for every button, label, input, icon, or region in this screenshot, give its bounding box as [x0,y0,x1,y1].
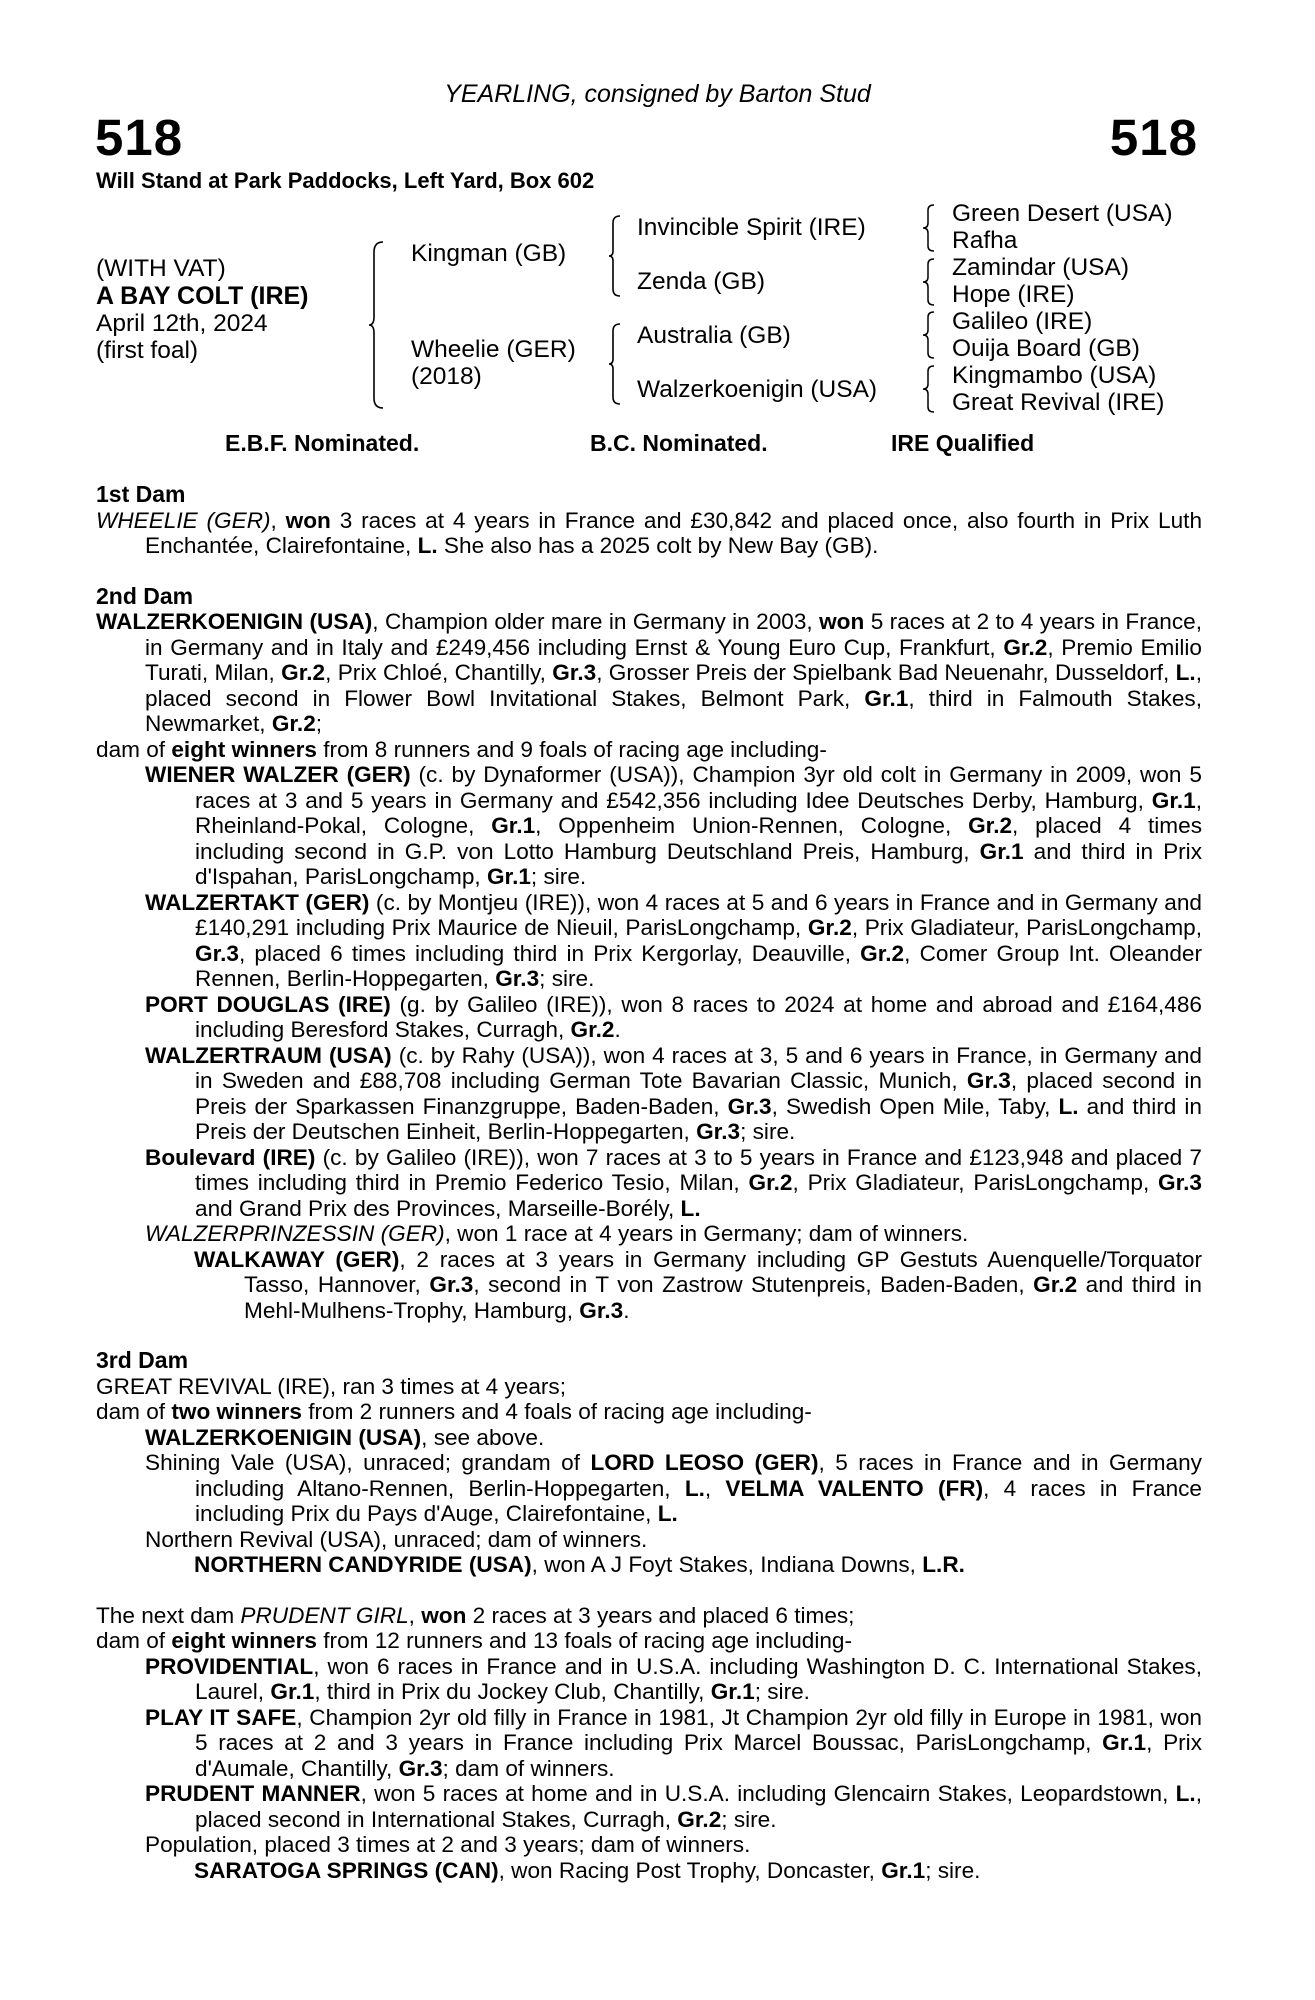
produce-wiener-walzer: WIENER WALZER (GER) (c. by Dynaformer (USA)), Champion 3yr old colt in Germany in 2009, won 5 races at 3 and 5 years in Germany and £542,356 including Idee Deutsches Derby, Hamburg, Gr.1, Rheinland-Pokal, Cologne, Gr.1, Oppenheim Union-Rennen, Cologne, Gr.2, placed 4 times including second in G.P. von Lotto Hamburg Deutschland Preis, Hamburg, Gr.1 and third in Prix d'Ispahan, ParisLongchamp, Gr.1; sire. [145,762,1202,889]
pedigree-brace-main [368,240,388,410]
produce-walkaway: WALKAWAY (GER), 2 races at 3 years in Germany including GP Gestuts Auenquelle/Torquator Tasso, Hannover, Gr.3, second in T von Zastrow Stutenpreis, Baden-Baden, Gr.2 and third in Mehl-Mulhens-Trophy, Hamburg, Gr.3. [194,1246,1202,1323]
produce-walzerprinzessin: WALZERPRINZESSIN (GER), won 1 race at 4 years in Germany; dam of winners. [145,1221,969,1246]
produce-boulevard: Boulevard (IRE) (c. by Galileo (IRE)), won 7 races at 3 to 5 years in France and £123,948 and placed 7 times including third in Premio Federico Tesio, Milan, Gr.2, Prix Gladiateur, ParisLongchamp, Gr.3 and Grand Prix des Provinces, Marseille-Borély, L. [145,1144,1202,1221]
pedigree-g3-6: Ouija Board (GB) [952,335,1140,362]
pedigree-brace-sire [608,214,624,298]
pedigree-brace-g2 [922,257,938,307]
pedigree-dam-dam: Walzerkoenigin (USA) [637,376,878,403]
produce-saratoga-springs: SARATOGA SPRINGS (CAN), won Racing Post Trophy, Doncaster, Gr.1; sire. [194,1857,981,1883]
pedigree-brace-g4 [922,364,938,414]
vat-note: (WITH VAT) [96,255,226,282]
pedigree-brace-g1 [922,203,938,253]
produce-shining-vale: Shining Vale (USA), unraced; grandam of LORD LEOSO (GER), 5 races in France and in Germany including Altano-Rennen, Berlin-Hoppegarten, L., VELMA VALENTO (FR), 4 races in France including Prix du Pays d'Auge, Clairefontaine, L. [145,1450,1202,1526]
pedigree-brace-g3 [922,310,938,360]
produce-walzerkoenigin-ref: WALZERKOENIGIN (USA), see above. [145,1424,545,1450]
produce-walzertraum: WALZERTRAUM (USA) (c. by Rahy (USA)), won 4 races at 3, 5 and 6 years in France, in Germany and in Sweden and £88,708 including German Tote Bavarian Classic, Munich, Gr.3, placed second in Preis der Sparkassen Finanzgruppe, Baden-Baden, Gr.3, Swedish Open Mile, Taby, L. and third in Preis der Deutschen Einheit, Berlin-Hoppegarten, Gr.3; sire. [145,1042,1202,1144]
third-dam-heading: 3rd Dam [96,1347,189,1373]
pedigree-g3-1: Green Desert (USA) [952,200,1173,227]
foal-note: (first foal) [96,337,199,364]
pedigree-sire-dam: Zenda (GB) [637,268,765,295]
pedigree-dam-sire: Australia (GB) [637,322,791,349]
consignment-header: YEARLING, consigned by Barton Stud [444,80,871,108]
foaling-date: April 12th, 2024 [96,310,268,337]
pedigree-g3-3: Zamindar (USA) [952,254,1129,281]
lot-number-left: 518 [95,109,184,166]
third-dam-produce-summary: dam of two winners from 2 runners and 4 foals of racing age including- [96,1399,812,1424]
first-dam-entry: WHEELIE (GER), won 3 races at 4 years in France and £30,842 and placed once, also fourth in Prix Luth Enchantée, Clairefontaine, L. She also has a 2025 colt by New Bay (GB). [96,507,1203,558]
next-dam-produce-summary: dam of eight winners from 12 runners and 13 foals of racing age including- [96,1628,853,1653]
pedigree-g3-5: Galileo (IRE) [952,308,1093,335]
produce-northern-candyride: NORTHERN CANDYRIDE (USA), won A J Foyt Stakes, Indiana Downs, L.R. [194,1552,965,1577]
second-dam-entry: WALZERKOENIGIN (USA), Champion older mare in Germany in 2003, won 5 races at 2 to 4 years in France, in Germany and in Italy and £249,456 including Ernst & Young Euro Cup, Frankfurt, Gr.2, Premio Emilio Turati, Milan, Gr.2, Prix Chloé, Chantilly, Gr.3, Grosser Preis der Spielbank Bad Neuenahr, Dusseldorf, L., placed second in Flower Bowl Invitational Stakes, Belmont Park, Gr.1, third in Falmouth Stakes, Newmarket, Gr.2; [96,609,1202,736]
pedigree-sire-sire: Invincible Spirit (IRE) [637,214,866,241]
produce-prudent-manner: PRUDENT MANNER, won 5 races at home and in U.S.A. including Glencairn Stakes, Leopardstown, L., placed second in International Stakes, Curragh, Gr.2; sire. [145,1781,1202,1832]
produce-port-douglas: PORT DOUGLAS (IRE) (g. by Galileo (IRE)), won 8 races to 2024 at home and abroad and £164,486 including Beresford Stakes, Curragh, Gr.2. [145,991,1202,1042]
catalogue-body [96,482,1202,1883]
produce-walzertakt: WALZERTAKT (GER) (c. by Montjeu (IRE)), won 4 races at 5 and 6 years in France and in Germany and £140,291 including Prix Maurice de Nieuil, ParisLongchamp, Gr.2, Prix Gladiateur, ParisLongchamp, Gr.3, placed 6 times including third in Prix Kergorlay, Deauville, Gr.2, Comer Group Int. Oleander Rennen, Berlin-Hoppegarten, Gr.3; sire. [145,889,1203,991]
pedigree-dam-year: (2018) [411,363,482,390]
produce-northern-revival: Northern Revival (USA), unraced; dam of winners. [145,1526,648,1552]
horse-name: A BAY COLT (IRE) [96,282,309,310]
pedigree-sire: Kingman (GB) [411,240,567,267]
pedigree-g3-4: Hope (IRE) [952,281,1075,308]
pedigree-brace-dam [608,322,624,406]
pedigree-g3-2: Rafha [952,227,1018,254]
next-dam-entry: The next dam PRUDENT GIRL, won 2 races at 3 years and placed 6 times; [96,1602,855,1628]
second-dam-heading: 2nd Dam [96,582,194,609]
pedigree-dam: Wheelie (GER) [411,336,576,363]
ebf-nominated: E.B.F. Nominated. [225,430,420,456]
third-dam-entry: GREAT REVIVAL (IRE), ran 3 times at 4 years; [96,1373,567,1399]
produce-population: Population, placed 3 times at 2 and 3 years; dam of winners. [145,1832,751,1857]
lot-number-right: 518 [1109,109,1198,166]
pedigree-g3-7: Kingmambo (USA) [952,362,1157,389]
pedigree-g3-8: Great Revival (IRE) [952,389,1165,416]
produce-play-it-safe: PLAY IT SAFE, Champion 2yr old filly in France in 1981, Jt Champion 2yr old filly in Europe in 1981, won 5 races at 2 and 3 years in France including Prix Marcel Boussac, ParisLongchamp, Gr.1, Prix d'Aumale, Chantilly, Gr.3; dam of winners. [145,1704,1203,1781]
bc-nominated: B.C. Nominated. [590,430,768,456]
stand-location: Will Stand at Park Paddocks, Left Yard, Box 602 [96,168,595,193]
produce-providential: PROVIDENTIAL, won 6 races in France and in U.S.A. including Washington D. C. International Stakes, Laurel, Gr.1, third in Prix du Jockey Club, Chantilly, Gr.1; sire. [145,1653,1202,1704]
second-dam-produce-summary: dam of eight winners from 8 runners and 9 foals of racing age including- [96,736,827,762]
first-dam-heading: 1st Dam [96,481,186,507]
ire-qualified: IRE Qualified [891,430,1035,456]
